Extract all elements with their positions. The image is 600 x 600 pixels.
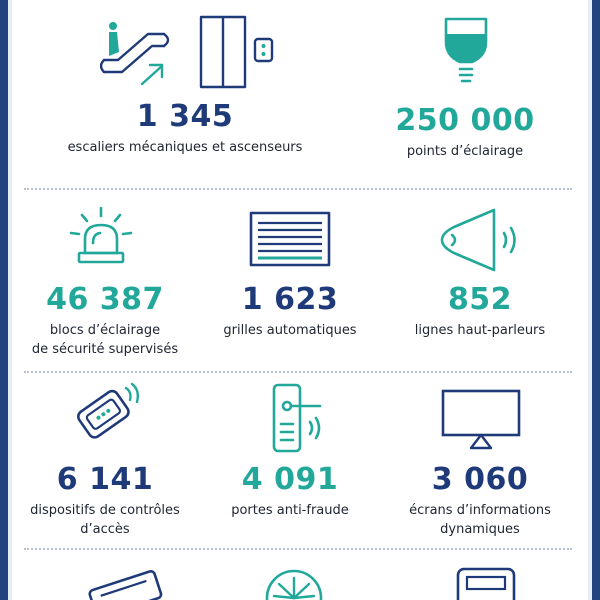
stat-label-line: dynamiques: [440, 522, 520, 537]
stat-automatic-grilles: [200, 283, 380, 340]
stat-label: points d’éclairage: [406, 144, 524, 159]
stat-escalators-elevators: [60, 100, 310, 157]
door-lock-icon: [268, 382, 332, 454]
stat-value: 6 141: [56, 462, 154, 497]
stat-label-line: d’accès: [80, 522, 130, 537]
stat-dynamic-screens: [380, 463, 580, 539]
stat-label-line: écrans d’informations: [409, 503, 551, 518]
stat-safety-lighting: [20, 283, 190, 359]
alarm-light-icon: [68, 205, 134, 269]
stat-label: [20, 321, 190, 359]
stat-label: [380, 501, 580, 539]
stat-label-line: blocs d’éclairage: [49, 323, 161, 338]
ticket-machine-icon: [454, 566, 518, 600]
stat-label: escaliers mécaniques et ascenseurs: [67, 140, 303, 155]
display-screen-icon: [440, 388, 524, 452]
stat-value: 1 345: [136, 99, 234, 134]
ventilation-fan-icon: [262, 566, 326, 600]
stat-lighting-points: [360, 104, 570, 161]
row-divider: [24, 188, 572, 190]
frame-left-border: [0, 0, 12, 600]
stat-value: 852: [447, 282, 513, 317]
light-bulb-icon: [436, 14, 496, 94]
stat-speaker-lines: [390, 283, 570, 340]
stat-value: 1 623: [241, 282, 339, 317]
row-divider: [24, 371, 572, 373]
elevator-icon: [198, 15, 278, 91]
stat-access-control: [20, 463, 190, 539]
stat-value: 4 091: [241, 462, 339, 497]
stat-value: 3 060: [431, 462, 529, 497]
stat-value: 250 000: [395, 103, 535, 138]
stat-label-line: de sécurité supervisés: [31, 342, 179, 357]
rolling-shutter-icon: [248, 210, 332, 268]
access-badge-icon: [70, 382, 142, 444]
stat-label: grilles automatiques: [223, 323, 357, 338]
stat-value: 46 387: [46, 282, 164, 317]
ticket-validator-icon: [86, 566, 166, 600]
stat-label: lignes haut-parleurs: [414, 323, 546, 338]
escalator-icon: [100, 18, 182, 90]
frame-right-border: [588, 0, 600, 600]
stat-label: portes anti-fraude: [231, 503, 349, 518]
stat-anti-fraud-doors: [205, 463, 375, 520]
row-divider: [24, 548, 572, 550]
speaker-icon: [436, 205, 526, 275]
stat-label-line: dispositifs de contrôles: [30, 503, 180, 518]
stat-label: [20, 501, 190, 539]
